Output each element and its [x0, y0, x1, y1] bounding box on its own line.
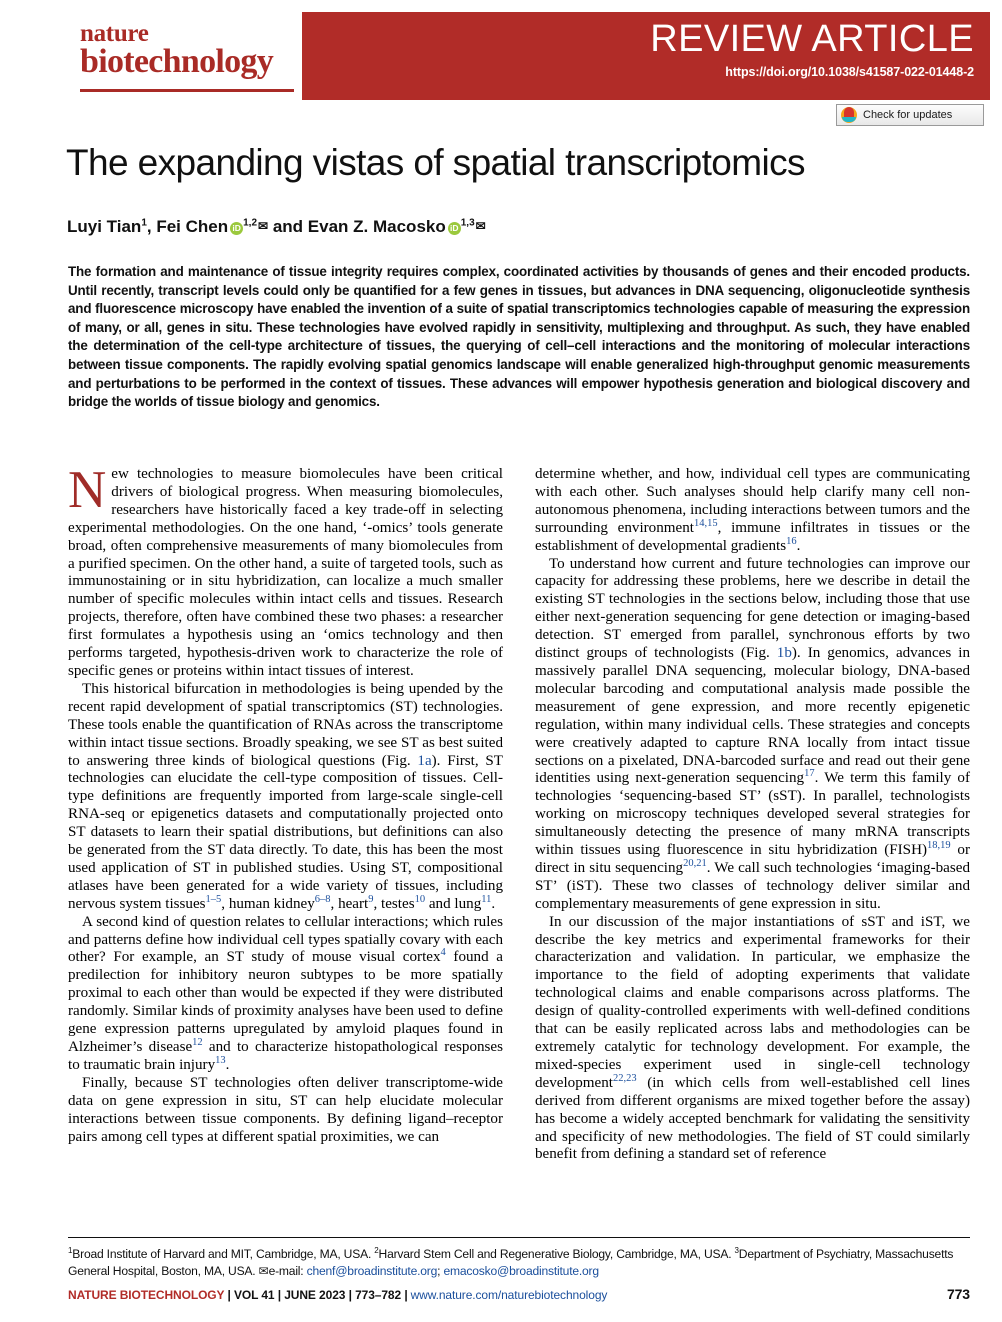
- paragraph-technologies-overview: [535, 556, 970, 914]
- citation-ref[interactable]: 4: [440, 947, 446, 959]
- footer-divider: [68, 1237, 970, 1238]
- citation-ref[interactable]: 20,21: [683, 857, 707, 869]
- citation-ref[interactable]: 12: [192, 1036, 203, 1048]
- email-separator: ;: [437, 1263, 444, 1278]
- paragraph-molecular-interactions: Finally, because ST technologies often deliver transcriptome-wide data on gene expression in situ, ST can help elucidate molecular interactions between tissue components. By defining ligand–receptor pairs among cell types at different spatial proximities, we can: [68, 1074, 503, 1145]
- author-name-1: Luyi Tian: [67, 217, 142, 236]
- citation-ref[interactable]: 17: [804, 768, 815, 780]
- logo-underline: [80, 89, 294, 92]
- citation-ref[interactable]: 13: [215, 1054, 226, 1066]
- paragraph-text: and to characterize histopathological responses to traumatic brain injury: [68, 1039, 503, 1073]
- paragraph-intro: [68, 461, 503, 681]
- author-conjunction: and: [272, 217, 304, 236]
- citation-ref[interactable]: 6–8: [314, 893, 331, 905]
- journal-name: NATURE BIOTECHNOLOGY: [68, 1288, 225, 1302]
- journal-url[interactable]: www.nature.com/naturebiotechnology: [410, 1288, 608, 1302]
- page-number: 773: [946, 1286, 970, 1302]
- affiliation-marker-2: 2: [374, 1246, 379, 1255]
- paragraph-cellular-interactions: [68, 914, 503, 1075]
- author-list: Luyi Tian$^1$, Fei Chen iD $^{1,2}$✉ and Evan Z. Macosko iD $^{1,3}$✉: [67, 217, 486, 236]
- paragraph-text: .: [225, 1056, 230, 1073]
- orcid-icon[interactable]: iD: [230, 222, 243, 235]
- figure-link-1a[interactable]: 1a: [417, 752, 432, 769]
- email-link-emacosko[interactable]: emacosko@broadinstitute.org: [443, 1263, 599, 1278]
- paragraph-text: ). First, ST technologies can elucidate the cell-type composition of tissues. Cell-type definitions are frequently imported from large-scale single-cell RNA-seq or epigenetics datasets and computationally projected onto ST datasets to learn their spatial distributions, but definitions can also be generated from the ST data directly. To date, this has been the most used application of ST in published studies. Using ST, compositional atlases have been generated for a wide variety of tissues, including nervous system tissues: [68, 752, 503, 912]
- paragraph-text: found a predilection for inhibitory neuron subtypes to be more spatially proximal to each other than would be expected if they were distributed randomly. Similar kinds of proximity analyses have been used to define gene expression patterns upregulated by amyloid plaques found in Alzheimer’s disease: [68, 949, 503, 1055]
- affiliations-block: [68, 1243, 970, 1279]
- page-title: The expanding vistas of spatial transcriptomics: [66, 142, 805, 183]
- journal-volume-issue: | VOL 41 | JUNE 2023 | 773–782 |: [227, 1288, 408, 1302]
- affiliation-3: Department of Psychiatry, Massachusetts General Hospital, Boston, MA, USA.: [68, 1247, 954, 1278]
- affiliation-2: Harvard Stem Cell and Regenerative Biology, Cambridge, MA, USA.: [378, 1247, 735, 1262]
- orcid-icon[interactable]: iD: [448, 222, 461, 235]
- paragraph-text: .: [796, 537, 801, 554]
- author-affiliation-3: 1,3: [460, 217, 475, 229]
- paragraph-text: (in which cells from well-established cell lines derived from different organisms are mixed together before the assay) has become a widely accepted benchmark for validating the sensitivity and specificity of new methodologies. The field of ST could similarly benefit from defining a standard set of reference: [535, 1074, 970, 1163]
- logo-wordmark: [80, 20, 294, 80]
- paragraph-text: , human kidney: [221, 895, 315, 912]
- paragraph-bifurcation: [68, 681, 503, 914]
- citation-ref[interactable]: 1–5: [205, 893, 222, 905]
- author-name-2: Fei Chen: [156, 217, 229, 236]
- drop-cap: N: [68, 461, 107, 519]
- paragraph-text: , immune infiltrates in tissues or the establishment of developmental gradients: [535, 519, 971, 554]
- paragraph-text: , testes: [373, 895, 415, 912]
- citation-ref[interactable]: 9: [368, 893, 374, 905]
- body-column-left: [68, 461, 503, 1214]
- paragraph-text: ). In genomics, advances in massively parallel DNA sequencing, molecular biology, DNA-based molecular barcoding and computational analysis made possible the measurement of gene expression, and more recently epigenetic regulation, within many individual cells. These strategies and concepts were creatively adapted to capture RNA locally from intact tissue sections on a pixelated, DNA-barcoded surface and read out their gene identities using next-generation sequencing: [535, 645, 971, 787]
- affiliation-marker-3: 3: [734, 1246, 739, 1255]
- author-affiliation-1: 1: [141, 217, 147, 229]
- paragraph-text: This historical bifurcation in methodologies is being upended by the recent rapid development of spatial transcriptomics (ST) technologies. These tools enable the quantification of RNAs across the transcriptome within intact tissue sections. Broadly speaking, we see ST as best suited to answering three kinds of biological questions (Fig.: [68, 680, 503, 769]
- crossmark-icon: [841, 107, 857, 123]
- author-name-3: Evan Z. Macosko: [307, 217, 446, 236]
- email-label: e-mail:: [268, 1263, 307, 1278]
- paragraph-text: . We term this family of technologies ‘sequencing-based ST’ (sST). In parallel, technologists working on microscopy techniques developed several strategies for simultaneously detecting the presence of many mRNA transcripts within tissues using fluorescence in situ hybridization (FISH): [535, 770, 970, 859]
- check-for-updates-label: Check for updates: [863, 109, 953, 121]
- journal-footer: [68, 1288, 970, 1302]
- doi-link[interactable]: https://doi.org/10.1038/s41587-022-01448-2: [725, 64, 974, 79]
- paragraph-text: ew technologies to measure biomolecules have been critical drivers of biological progress. When measuring biomolecules, researchers have historically faced a key trade-off in selecting experimental methodologies. On the one hand, ‘-omics’ tools generate broad, often comprehensive measurements of many biomolecules from a purified specimen. On the other hand, a suite of targeted tools, such as immunostaining or in situ hybridization, can localize a much smaller number of specific molecules within intact cells and tissues. Research projects, therefore, often have combined these two phases: a researcher first formulates a hypothesis using an ‘omics technology and then performs targeted, hypothesis-driven work to characterize the role of specific genes or proteins within intact tissues of interest.: [68, 466, 503, 679]
- check-for-updates-button[interactable]: [836, 104, 984, 126]
- paragraph-text: . We call such technologies ‘imaging-based ST’ (iST). These two classes of technology deliver similar and complementary measurements of gene expression in situ.: [535, 859, 970, 912]
- citation-ref[interactable]: 16: [786, 535, 797, 547]
- paragraph-text: , heart: [330, 895, 369, 912]
- affiliation-1: Broad Institute of Harvard and MIT, Cambridge, MA, USA.: [72, 1247, 375, 1262]
- author-affiliation-2: 1,2: [243, 217, 258, 229]
- paragraph-text: To understand how current and future technologies can improve our capacity for addressing these problems, here we describe in detail the existing ST technologies in the sections below, including those that use either next-generation sequencing for gene detection or imaging-based detection. ST emerged from parallel, synchronous efforts by two distinct groups of technologists (Fig.: [535, 555, 970, 662]
- email-icon[interactable]: ✉: [258, 219, 269, 233]
- abstract-text: The formation and maintenance of tissue integrity requires complex, coordinated activities by thousands of genes and their encoded products. Until recently, transcript levels could only be quantified for a few genes in tissues, but advances in DNA sequencing, oligonucleotide synthesis and fluorescence microscopy have enabled the invention of a suite of spatial transcriptomics technologies capable of measuring the expression of many, or all, genes in situ. These technologies have evolved rapidly in sensitivity, multiplexing and throughput. As such, they have enabled the determination of the cell-type architecture of tissues, the querying of cell–cell interactions and the monitoring of molecular interactions between tissue components. The rapidly evolving spatial genomics landscape will enable generalized high-throughput genomic measurements and perturbations to be performed in the context of tissues. These advances will empower hypothesis generation and biological discovery and bridge the worlds of tissue biology and genomics.: [68, 264, 970, 410]
- nature-biotechnology-logo: [62, 12, 302, 100]
- header-right-block: [650, 20, 974, 79]
- citation-ref[interactable]: 11: [481, 893, 492, 905]
- logo-line-nature: nature: [80, 20, 149, 47]
- article-body: [68, 461, 971, 1214]
- citation-ref[interactable]: 18,19: [927, 840, 951, 851]
- paragraph-text: In our discussion of the major instantiations of sST and iST, we describe the key metrics and experimental frameworks for their characterization and validation. In particular, we emphasize the importance to the field of adopting experiments that validate technological claims and enable comparisons across platforms. The design of quality-controlled experiments with well-defined conditions that can be easily replicated across labs and methodologies can be extremely catalytic for technology development. For example, the mixed-species experiment used in single-cell technology development: [535, 913, 970, 1091]
- citation-ref[interactable]: 22,23: [612, 1072, 637, 1084]
- figure-link-1b[interactable]: 1b: [776, 645, 792, 662]
- body-column-right: [535, 466, 970, 1214]
- paragraph-text: .: [491, 895, 496, 912]
- paragraph-communication: [535, 466, 970, 556]
- paragraph-text: or direct in situ sequencing: [535, 842, 970, 876]
- citation-ref[interactable]: 10: [414, 893, 426, 905]
- email-icon[interactable]: ✉: [475, 219, 486, 233]
- paragraph-discussion: [535, 914, 970, 1165]
- paragraph-text: and lung: [425, 895, 482, 912]
- email-link-chenf[interactable]: chenf@broadinstitute.org: [306, 1263, 438, 1278]
- email-icon: ✉: [258, 1263, 269, 1278]
- journal-header-band: [62, 12, 990, 100]
- logo-line-biotechnology: biotechnology: [80, 43, 274, 80]
- paragraph-text: determine whether, and how, individual cell types are communicating with each other. Such analyses should help clarify many cell non-autonomous phenomena, including interactions between tumors and the surrounding environment: [535, 466, 970, 536]
- citation-ref[interactable]: 14,15: [693, 517, 718, 529]
- article-type-label: REVIEW ARTICLE: [650, 18, 974, 60]
- affiliation-marker-1: 1: [68, 1246, 73, 1255]
- paragraph-text: A second kind of question relates to cellular interactions; which rules and patterns define how individual cell types spatially covary with each other? For example, an ST study of mouse visual cortex: [68, 913, 503, 966]
